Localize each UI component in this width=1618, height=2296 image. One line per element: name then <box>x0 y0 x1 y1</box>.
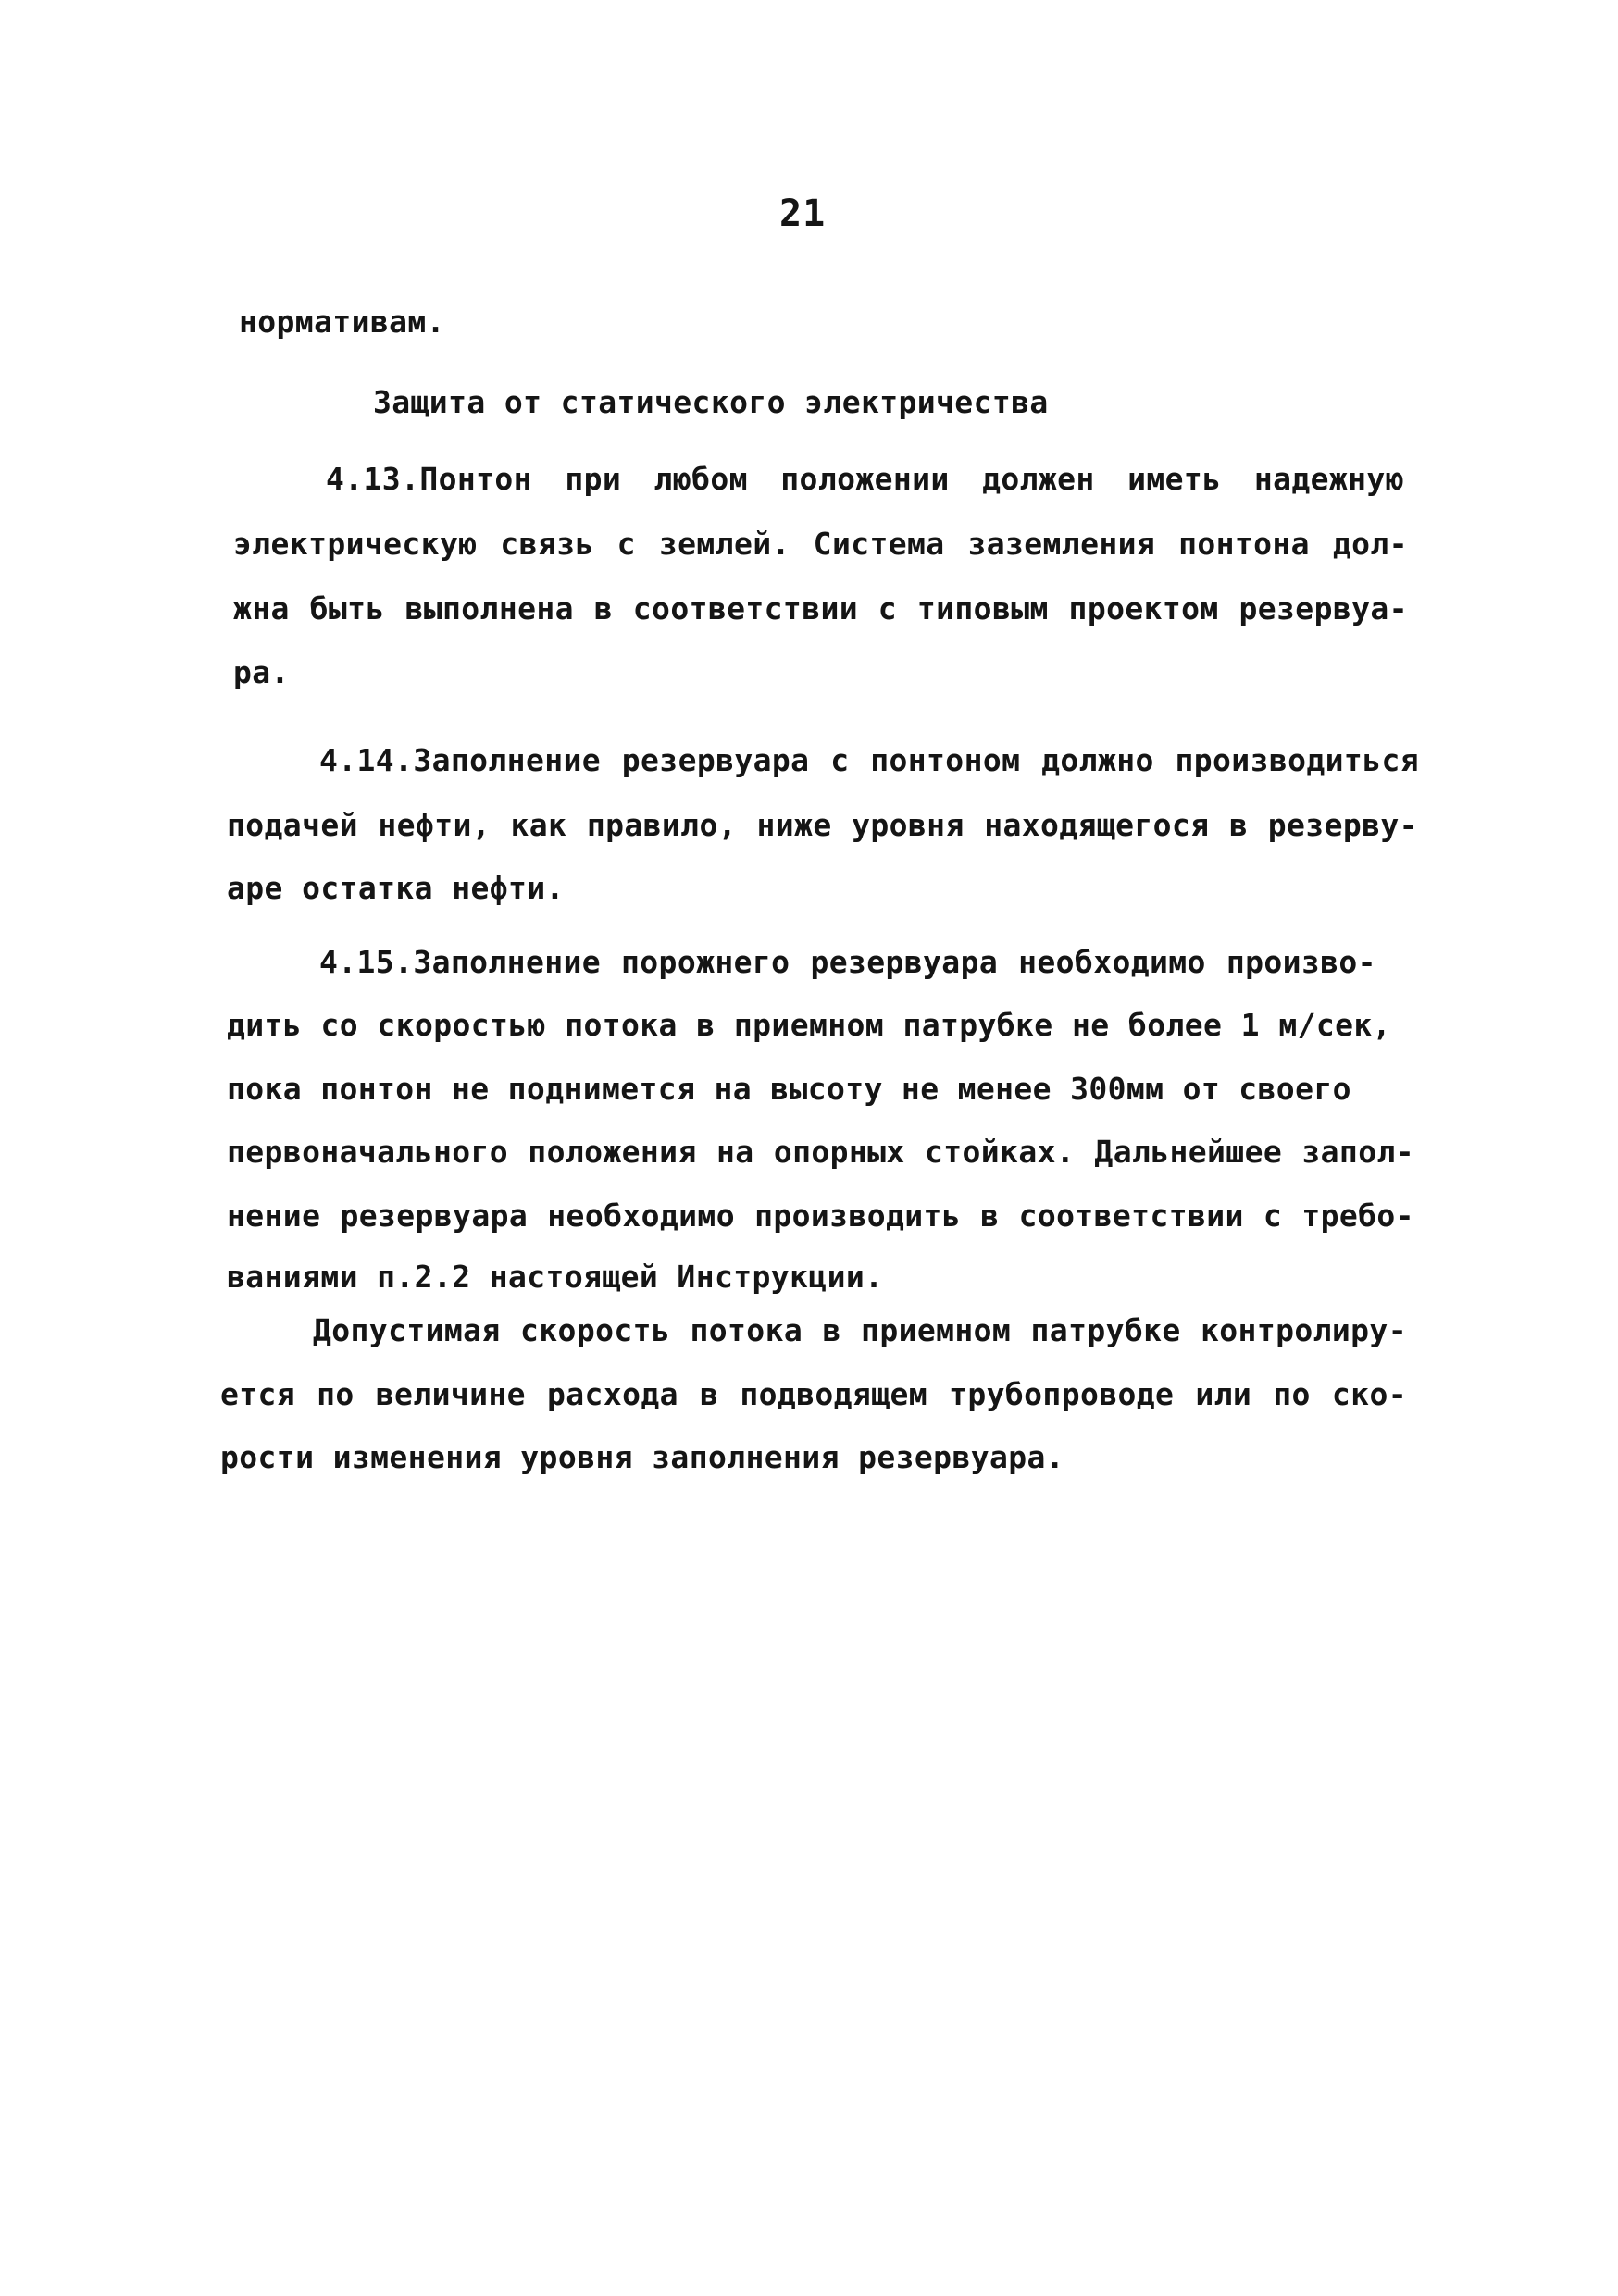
continuation-text: нормативам. <box>239 304 445 340</box>
paragraph-4-15-line-5 <box>227 1198 1414 1234</box>
word: стойках. <box>924 1134 1076 1170</box>
word: с <box>1263 1198 1283 1234</box>
word: связь <box>500 526 594 562</box>
word: подводящем <box>740 1376 928 1412</box>
paragraph-4-13-line-4: ра. <box>233 654 290 690</box>
section-heading: Защита от статического электричества <box>373 384 1049 420</box>
word: величине <box>375 1376 526 1412</box>
word: в <box>593 590 613 627</box>
word: соответствии <box>1018 1198 1244 1234</box>
word: высоту <box>770 1071 883 1107</box>
word: проектом <box>1068 590 1219 627</box>
word: ниже <box>756 807 832 843</box>
word: нефти, <box>378 807 491 843</box>
word: 300мм <box>1070 1071 1164 1107</box>
word: в <box>822 1312 841 1348</box>
word: поднимется <box>507 1071 696 1107</box>
word: надежную <box>1253 461 1404 497</box>
word: должно <box>1041 742 1154 778</box>
word: 4.14.Заполнение <box>319 742 602 778</box>
word: со <box>320 1007 359 1043</box>
word: Система <box>813 526 945 562</box>
word: с <box>616 526 636 562</box>
word: м/сек, <box>1278 1007 1391 1043</box>
word: резервуара <box>810 944 999 980</box>
word: резервуара <box>621 742 810 778</box>
paragraph-4-14-line-3: аре остатка нефти. <box>227 870 565 906</box>
word: не <box>451 1071 490 1107</box>
word: потока <box>690 1312 803 1348</box>
word: 1 <box>1240 1007 1260 1043</box>
word: резервуара <box>340 1198 529 1234</box>
word: дол- <box>1332 526 1408 562</box>
word: расхода <box>547 1376 678 1412</box>
word: типовым <box>916 590 1049 627</box>
word: жна <box>233 590 290 627</box>
word: при <box>565 461 622 497</box>
word: на <box>714 1071 753 1107</box>
paragraph-4-14-line-1 <box>319 742 1419 778</box>
word: положения <box>528 1134 697 1170</box>
word: подачей <box>227 807 358 843</box>
word: приемном <box>861 1312 1012 1348</box>
word: опорных <box>773 1134 905 1170</box>
word: по <box>317 1376 355 1412</box>
word: быть <box>309 590 385 627</box>
word: резерву- <box>1267 807 1418 843</box>
paragraph-4-15-line-6: ваниями п.2.2 настоящей Инструкции. <box>227 1259 884 1295</box>
word: не <box>901 1071 940 1107</box>
word: как <box>510 807 567 843</box>
word: соответствии <box>632 590 858 627</box>
word: трубопроводе <box>949 1376 1175 1412</box>
word: должен <box>982 461 1095 497</box>
word: находящегося <box>984 807 1210 843</box>
word: скорость <box>520 1312 671 1348</box>
page-number: 21 <box>779 192 827 235</box>
word: в <box>1228 807 1249 843</box>
paragraph-4-15-line-4 <box>227 1134 1414 1170</box>
paragraph-speed-line-3: рости изменения уровня заполнения резервуара. <box>220 1439 1065 1475</box>
word: первоначального <box>227 1134 509 1170</box>
word: понтона <box>1178 526 1310 562</box>
word: 4.15.Заполнение <box>319 944 602 980</box>
word: патрубке <box>1030 1312 1181 1348</box>
word: правило, <box>586 807 737 843</box>
word: или <box>1195 1376 1252 1412</box>
word: необходимо <box>1018 944 1206 980</box>
paragraph-4-15-line-3 <box>227 1071 1351 1107</box>
word: произво- <box>1226 944 1376 980</box>
word: положении <box>780 461 950 497</box>
word: в <box>696 1007 716 1043</box>
word: ется <box>220 1376 296 1412</box>
word: производить <box>754 1198 962 1234</box>
word: Дальнейшее <box>1094 1134 1283 1170</box>
word: требо- <box>1301 1198 1414 1234</box>
word: от <box>1182 1071 1221 1107</box>
paragraph-4-13-line-1 <box>326 461 1404 497</box>
word: производиться <box>1175 742 1419 778</box>
word: на <box>716 1134 754 1170</box>
paragraph-speed-line-1 <box>313 1312 1407 1348</box>
word: любом <box>653 461 748 497</box>
paragraph-4-13-line-3 <box>233 590 1408 627</box>
word: 4.13.Понтон <box>326 461 532 497</box>
word: более <box>1127 1007 1223 1043</box>
word: электрическую <box>233 526 478 562</box>
word: не <box>1071 1007 1110 1043</box>
word: порожнего <box>621 944 790 980</box>
word: уровня <box>852 807 965 843</box>
word: с <box>877 590 898 627</box>
word: в <box>699 1376 719 1412</box>
word: выполнена <box>404 590 574 627</box>
word: понтоном <box>870 742 1021 778</box>
word: приемном <box>733 1007 885 1043</box>
paragraph-speed-line-2 <box>220 1376 1407 1412</box>
word: нение <box>227 1198 321 1234</box>
paragraph-4-15-line-2 <box>227 1007 1391 1043</box>
word: дить <box>227 1007 303 1043</box>
word: ско- <box>1331 1376 1407 1412</box>
word: контролиру- <box>1201 1312 1407 1348</box>
word: понтон <box>320 1071 433 1107</box>
word: по <box>1273 1376 1311 1412</box>
word: своего <box>1238 1071 1351 1107</box>
word: патрубке <box>902 1007 1053 1043</box>
word: землей. <box>658 526 790 562</box>
word: менее <box>957 1071 1052 1107</box>
word: иметь <box>1127 461 1222 497</box>
word: в <box>980 1198 1000 1234</box>
word: запол- <box>1301 1134 1414 1170</box>
paragraph-4-13-line-2 <box>233 526 1408 562</box>
word: резервуа- <box>1238 590 1408 627</box>
word: скоростью <box>377 1007 546 1043</box>
paragraph-4-15-line-1 <box>319 944 1376 980</box>
word: с <box>830 742 850 778</box>
word: необходимо <box>547 1198 735 1234</box>
word: заземления <box>967 526 1156 562</box>
word: Допустимая <box>313 1312 501 1348</box>
word: пока <box>227 1071 303 1107</box>
paragraph-4-14-line-2 <box>227 807 1418 843</box>
word: потока <box>565 1007 678 1043</box>
